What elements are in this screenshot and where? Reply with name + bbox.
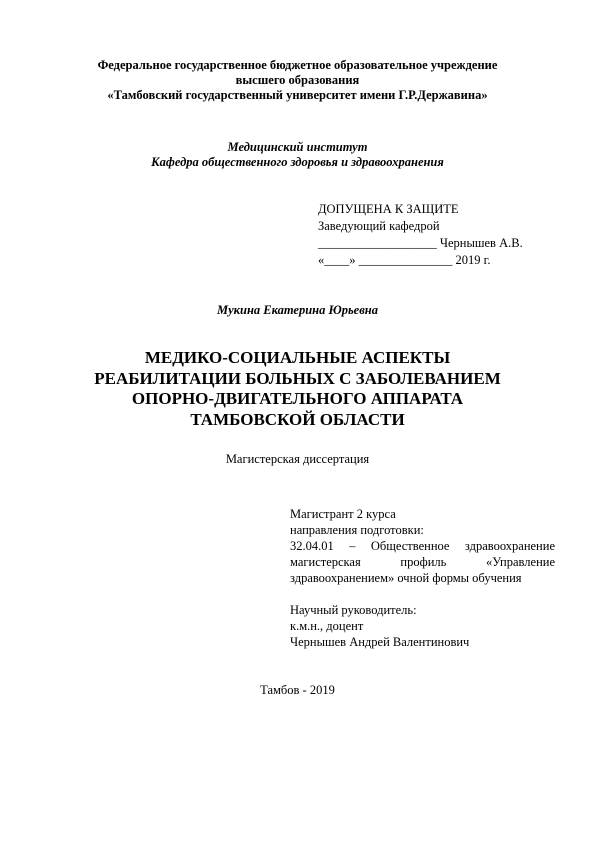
supervisor-degree: к.м.н., доцент [290,619,364,633]
supervisor-label: Научный руководитель: [290,603,417,617]
city-year: Тамбов - 2019 [260,683,335,697]
approval-role: Заведующий кафедрой [318,219,440,233]
document-type: Магистерская диссертация [225,452,370,466]
approval-signature-line: ___________________ Чернышев А.В. [318,236,523,250]
student-line-4: магистерская профиль «Управление [290,555,555,569]
institute-block [0,140,595,170]
department-name: Кафедра общественного здоровья и здравоохранения [151,155,444,169]
approval-date-line: «____» _______________ 2019 г. [318,253,491,267]
approval-block [318,201,523,269]
university-header [0,58,595,103]
title-line-4: ТАМБОВСКОЙ ОБЛАСТИ [190,409,405,429]
header-line-2: высшего образования [235,73,360,87]
header-line-1: Федеральное государственное бюджетное образовательное учреждение [97,58,498,72]
student-line-3: 32.04.01 – Общественное здравоохранение [290,539,555,553]
institute-name: Медицинский институт [227,140,368,154]
thesis-title [0,348,595,430]
supervisor-name: Чернышев Андрей Валентинович [290,635,470,649]
approval-status: ДОПУЩЕНА К ЗАЩИТЕ [318,202,459,216]
student-line-5: здравоохранением» очной формы обучения [290,571,522,585]
student-line-1: Магистрант 2 курса [290,507,396,521]
author-name: Мукина Екатерина Юрьевна [217,303,378,317]
header-line-3: «Тамбовский государственный университет имени Г.Р.Державина» [107,88,488,102]
title-line-1: МЕДИКО-СОЦИАЛЬНЫЕ АСПЕКТЫ [144,348,451,367]
student-line-2: направления подготовки: [290,523,424,537]
student-block [290,506,555,650]
title-line-3: ОПОРНО-ДВИГАТЕЛЬНОГО АППАРАТА [131,389,464,408]
title-line-2: РЕАБИЛИТАЦИИ БОЛЬНЫХ С ЗАБОЛЕВАНИЕМ [94,368,501,388]
